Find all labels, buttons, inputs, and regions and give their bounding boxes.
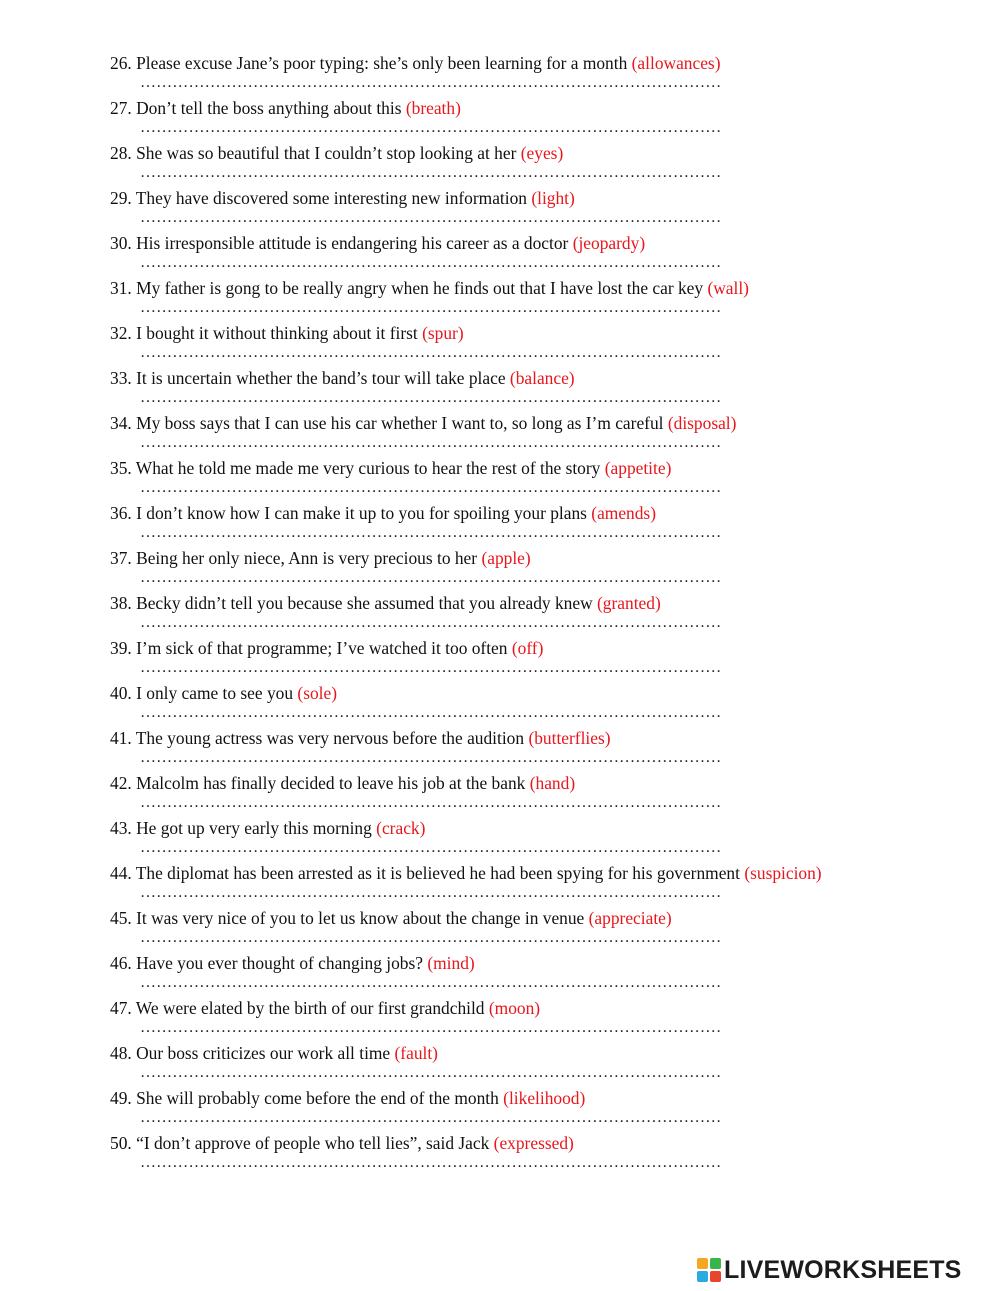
question-text: The young actress was very nervous before the audition <box>135 728 525 748</box>
question-line <box>110 1131 574 1155</box>
answer-field[interactable]: ……………………………………………………………………………………………… <box>140 254 722 271</box>
question-text: My father is gong to be really angry when he finds out that I have lost the car key <box>136 278 704 298</box>
question-number: 47. <box>110 998 132 1018</box>
keyword-hint: (spur) <box>422 323 464 343</box>
question-item <box>110 861 990 906</box>
keyword-hint: (appetite) <box>604 458 672 478</box>
answer-field[interactable]: ……………………………………………………………………………………………… <box>140 1154 722 1171</box>
question-line <box>110 276 749 300</box>
question-text: His irresponsible attitude is endangering his career as a doctor <box>136 233 569 253</box>
question-text: They have discovered some interesting new information <box>135 188 527 208</box>
keyword-hint: (appreciate) <box>588 908 672 928</box>
keyword-hint: (expressed) <box>493 1133 574 1153</box>
question-text: I bought it without thinking about it first <box>136 323 418 343</box>
logo-text: LIVEWORKSHEETS <box>724 1256 962 1284</box>
question-text: She was so beautiful that I couldn’t stop looking at her <box>136 143 517 163</box>
keyword-hint: (suspicion) <box>744 863 822 883</box>
keyword-hint: (light) <box>531 188 575 208</box>
question-text: He got up very early this morning <box>136 818 372 838</box>
question-number: 34. <box>110 413 132 433</box>
question-text: It is uncertain whether the band’s tour will take place <box>136 368 506 388</box>
logo-square <box>697 1271 708 1282</box>
keyword-hint: (breath) <box>405 98 461 118</box>
question-item <box>110 996 990 1041</box>
question-item <box>110 546 990 591</box>
question-number: 31. <box>110 278 132 298</box>
question-text: It was very nice of you to let us know about the change in venue <box>136 908 585 928</box>
question-item <box>110 411 990 456</box>
question-text: Our boss criticizes our work all time <box>136 1043 391 1063</box>
question-line <box>110 186 575 210</box>
question-item <box>110 141 990 186</box>
question-line <box>110 771 575 795</box>
question-number: 38. <box>110 593 132 613</box>
answer-field[interactable]: ……………………………………………………………………………………………… <box>140 884 722 901</box>
question-item <box>110 906 990 951</box>
question-line <box>110 411 736 435</box>
question-text: I’m sick of that programme; I’ve watched it too often <box>136 638 508 658</box>
answer-field[interactable]: ……………………………………………………………………………………………… <box>140 524 722 541</box>
keyword-hint: (granted) <box>597 593 661 613</box>
question-item <box>110 51 990 96</box>
logo-mark-icon <box>697 1258 721 1282</box>
question-text: Malcolm has finally decided to leave his job at the bank <box>136 773 526 793</box>
question-number: 42. <box>110 773 132 793</box>
question-text: “I don’t approve of people who tell lies”, said Jack <box>136 1133 490 1153</box>
question-text: I don’t know how I can make it up to you for spoiling your plans <box>136 503 587 523</box>
keyword-hint: (crack) <box>376 818 426 838</box>
liveworksheets-logo <box>697 1255 962 1285</box>
question-number: 35. <box>110 458 132 478</box>
answer-field[interactable]: ……………………………………………………………………………………………… <box>140 344 722 361</box>
question-line <box>110 1086 585 1110</box>
question-line <box>110 231 645 255</box>
question-item <box>110 636 990 681</box>
question-number: 37. <box>110 548 132 568</box>
question-number: 41. <box>110 728 132 748</box>
question-number: 48. <box>110 1043 132 1063</box>
answer-field[interactable]: ……………………………………………………………………………………………… <box>140 704 722 721</box>
question-line <box>110 861 822 885</box>
question-item <box>110 681 990 726</box>
question-number: 36. <box>110 503 132 523</box>
question-text: What he told me made me very curious to hear the rest of the story <box>135 458 601 478</box>
question-line <box>110 681 337 705</box>
answer-field[interactable]: ……………………………………………………………………………………………… <box>140 434 722 451</box>
question-line <box>110 501 656 525</box>
question-text: Being her only niece, Ann is very precious to her <box>136 548 478 568</box>
question-line <box>110 726 611 750</box>
question-line <box>110 546 531 570</box>
question-line <box>110 816 425 840</box>
answer-field[interactable]: ……………………………………………………………………………………………… <box>140 839 722 856</box>
answer-field[interactable]: ……………………………………………………………………………………………… <box>140 164 722 181</box>
question-text: She will probably come before the end of the month <box>136 1088 499 1108</box>
question-number: 29. <box>110 188 132 208</box>
keyword-hint: (balance) <box>509 368 575 388</box>
question-item <box>110 771 990 816</box>
question-item <box>110 366 990 411</box>
question-text: Don’t tell the boss anything about this <box>136 98 402 118</box>
question-item <box>110 186 990 231</box>
answer-field[interactable]: ……………………………………………………………………………………………… <box>140 794 722 811</box>
question-item <box>110 591 990 636</box>
question-text: I only came to see you <box>136 683 294 703</box>
question-line <box>110 51 720 75</box>
question-item <box>110 1086 990 1131</box>
question-number: 27. <box>110 98 132 118</box>
answer-field[interactable]: ……………………………………………………………………………………………… <box>140 389 722 406</box>
question-item <box>110 276 990 321</box>
keyword-hint: (sole) <box>297 683 338 703</box>
answer-field[interactable]: ……………………………………………………………………………………………… <box>140 1109 722 1126</box>
question-line <box>110 141 563 165</box>
question-number: 45. <box>110 908 132 928</box>
question-item <box>110 816 990 861</box>
keyword-hint: (hand) <box>529 773 576 793</box>
keyword-hint: (amends) <box>591 503 656 523</box>
logo-square <box>710 1258 721 1269</box>
question-text: The diplomat has been arrested as it is believed he had been spying for his government <box>135 863 740 883</box>
keyword-hint: (mind) <box>427 953 475 973</box>
answer-field[interactable]: ……………………………………………………………………………………………… <box>140 209 722 226</box>
question-item <box>110 501 990 546</box>
question-item <box>110 456 990 501</box>
question-number: 40. <box>110 683 132 703</box>
question-number: 32. <box>110 323 132 343</box>
answer-field[interactable]: ……………………………………………………………………………………………… <box>140 749 722 766</box>
keyword-hint: (moon) <box>488 998 541 1018</box>
question-item <box>110 726 990 771</box>
question-number: 26. <box>110 53 132 73</box>
keyword-hint: (wall) <box>707 278 749 298</box>
keyword-hint: (likelihood) <box>503 1088 586 1108</box>
question-line <box>110 1041 438 1065</box>
answer-field[interactable]: ……………………………………………………………………………………………… <box>140 1064 722 1081</box>
answer-field[interactable]: ……………………………………………………………………………………………… <box>140 974 722 991</box>
question-line <box>110 636 543 660</box>
question-line <box>110 591 661 615</box>
question-line <box>110 996 540 1020</box>
question-text: We were elated by the birth of our first grandchild <box>135 998 485 1018</box>
question-line <box>110 366 575 390</box>
keyword-hint: (butterflies) <box>528 728 611 748</box>
question-item <box>110 321 990 366</box>
question-number: 49. <box>110 1088 132 1108</box>
keyword-hint: (eyes) <box>520 143 564 163</box>
question-line <box>110 951 475 975</box>
question-number: 30. <box>110 233 132 253</box>
question-line <box>110 456 671 480</box>
question-line <box>110 96 461 120</box>
keyword-hint: (apple) <box>481 548 531 568</box>
answer-field[interactable]: ……………………………………………………………………………………………… <box>140 569 722 586</box>
question-text: Please excuse Jane’s poor typing: she’s only been learning for a month <box>136 53 628 73</box>
keyword-hint: (off) <box>511 638 544 658</box>
answer-field[interactable]: ……………………………………………………………………………………………… <box>140 299 722 316</box>
question-line <box>110 906 672 930</box>
question-number: 39. <box>110 638 132 658</box>
answer-field[interactable]: ……………………………………………………………………………………………… <box>140 929 722 946</box>
keyword-hint: (jeopardy) <box>572 233 646 253</box>
question-item <box>110 231 990 276</box>
question-text: Becky didn’t tell you because she assumed that you already knew <box>136 593 593 613</box>
keyword-hint: (allowances) <box>631 53 721 73</box>
question-line <box>110 321 464 345</box>
answer-field[interactable]: ……………………………………………………………………………………………… <box>140 74 722 91</box>
keyword-hint: (fault) <box>394 1043 438 1063</box>
keyword-hint: (disposal) <box>667 413 737 433</box>
question-number: 50. <box>110 1133 132 1153</box>
question-text: My boss says that I can use his car whether I want to, so long as I’m careful <box>136 413 664 433</box>
question-number: 46. <box>110 953 132 973</box>
question-item <box>110 951 990 996</box>
answer-field[interactable]: ……………………………………………………………………………………………… <box>140 479 722 496</box>
question-item <box>110 1041 990 1086</box>
answer-field[interactable]: ……………………………………………………………………………………………… <box>140 659 722 676</box>
question-number: 43. <box>110 818 132 838</box>
logo-square <box>697 1258 708 1269</box>
answer-field[interactable]: ……………………………………………………………………………………………… <box>140 119 722 136</box>
question-item <box>110 96 990 141</box>
question-item <box>110 1131 990 1176</box>
question-text: Have you ever thought of changing jobs? <box>136 953 423 973</box>
question-number: 44. <box>110 863 132 883</box>
question-number: 33. <box>110 368 132 388</box>
answer-field[interactable]: ……………………………………………………………………………………………… <box>140 1019 722 1036</box>
question-number: 28. <box>110 143 132 163</box>
answer-field[interactable]: ……………………………………………………………………………………………… <box>140 614 722 631</box>
logo-square <box>710 1271 721 1282</box>
